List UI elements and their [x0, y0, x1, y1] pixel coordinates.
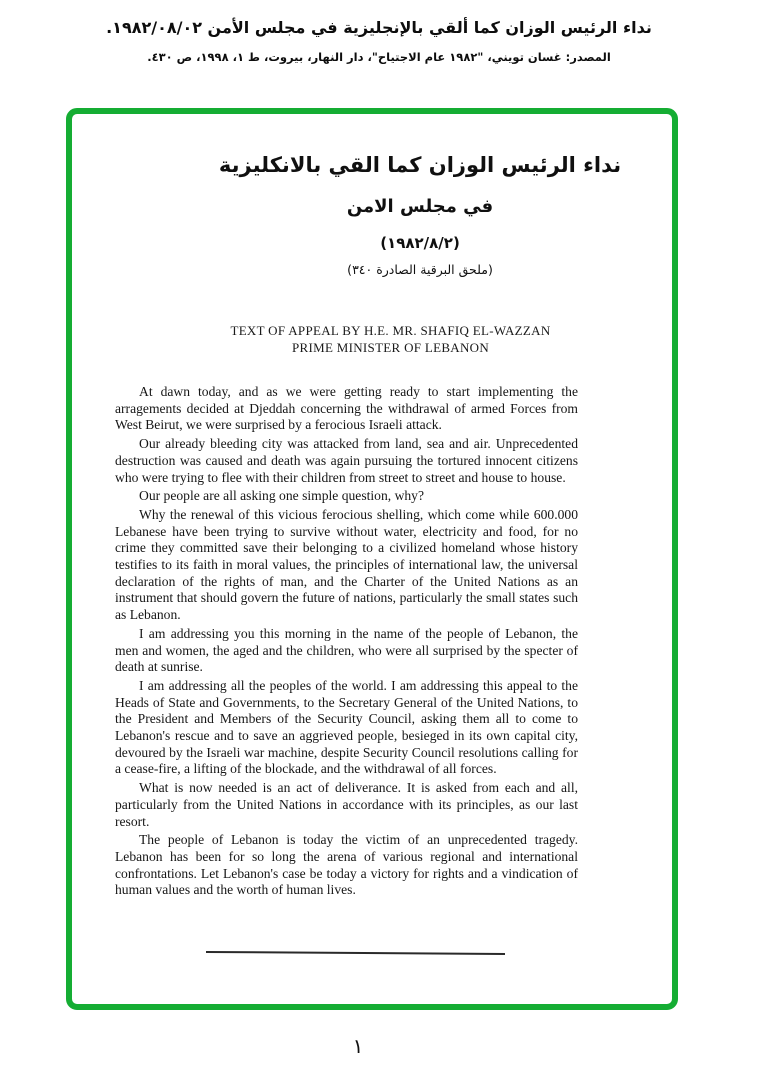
paragraph: The people of Lebanon is today the victim of an unprecedented tragedy. Lebanon has been for so long the arena of various regional and international confrontations. Let Lebanon's case be today a victory for rights and a vindication of human values and the worth of human lives. — [115, 832, 578, 898]
english-heading-line2: PRIME MINISTER OF LEBANON — [291, 340, 490, 355]
document-arabic-title — [100, 150, 740, 279]
english-heading — [203, 322, 578, 356]
page-number: ١ — [352, 1034, 364, 1058]
paragraph: At dawn today, and as we were getting ready to start implementing the arragements decided at Djeddah concerning the withdrawal of armed Forces from West Beirut, we were surprised by a ferocious Israeli attack. — [115, 384, 578, 433]
arabic-title-line1: نداء الرئيس الوزان كما القي بالانكليزية — [218, 153, 622, 177]
arabic-title-date: (١٩٨٢/٨/٢) — [380, 234, 460, 252]
appeal-body-text — [115, 384, 578, 901]
paragraph: What is now needed is an act of deliverance. It is asked from each and all, particularly from the United Nations in accordance with its principles, as our last resort. — [115, 780, 578, 829]
arabic-title-line2: في مجلس الامن — [346, 196, 494, 217]
paragraph: Our people are all asking one simple question, why? — [139, 488, 425, 504]
paragraph: I am addressing all the peoples of the world. I am addressing this appeal to the Heads of State and Governments, to the Secretary General of the United Nations, to the President and Members of the Security Council, asking them all to come to Lebanon's rescue and to save an aggrieved people, besieged in its own capital city, devoured by the Israeli war machine, despite Security Council resolutions calling for a cease-fire, a lifting of the blockade, and the withdrawal of all forces. — [115, 677, 578, 777]
english-heading-line1: TEXT OF APPEAL BY H.E. MR. SHAFIQ EL-WAZZAN — [230, 323, 551, 338]
header-title-line: نداء الرئيس الوزان كما ألقي بالإنجليزية في مجلس الأمن ١٩٨٢/٠٨/٠٢. — [106, 18, 652, 37]
header-source-line: المصدر: غسان تويني، "١٩٨٢ عام الاجتياح"، دار النهار، بيروت، ط ١، ١٩٩٨، ص ٤٣٠. — [147, 50, 611, 64]
arabic-title-annex-note: (ملحق البرقية الصادرة ٣٤٠) — [347, 262, 493, 277]
paragraph: Our already bleeding city was attacked from land, sea and air. Unprecedented destruction was caused and death was again pursuing the tortured innocent citizens who were trying to flee with their children from street to street and house to house. — [115, 436, 578, 485]
paragraph: Why the renewal of this vicious ferocious shelling, which come while 600.000 Lebanese have been trying to survive without water, electricity and food, for no crime they committed save their belonging to a civilized homeland whose history testifies to its faith in moral values, the principles of international law, the universal declaration of the rights of man, and the Charter of the United Nations as an instrument that should govern the future of nations, particularly the small states such as Lebanon. — [115, 506, 578, 623]
paragraph: I am addressing you this morning in the name of the people of Lebanon, the men and women, the aged and the children, who were all surprised by the specter of death at sunrise. — [115, 625, 578, 675]
annotation-header — [0, 16, 758, 66]
